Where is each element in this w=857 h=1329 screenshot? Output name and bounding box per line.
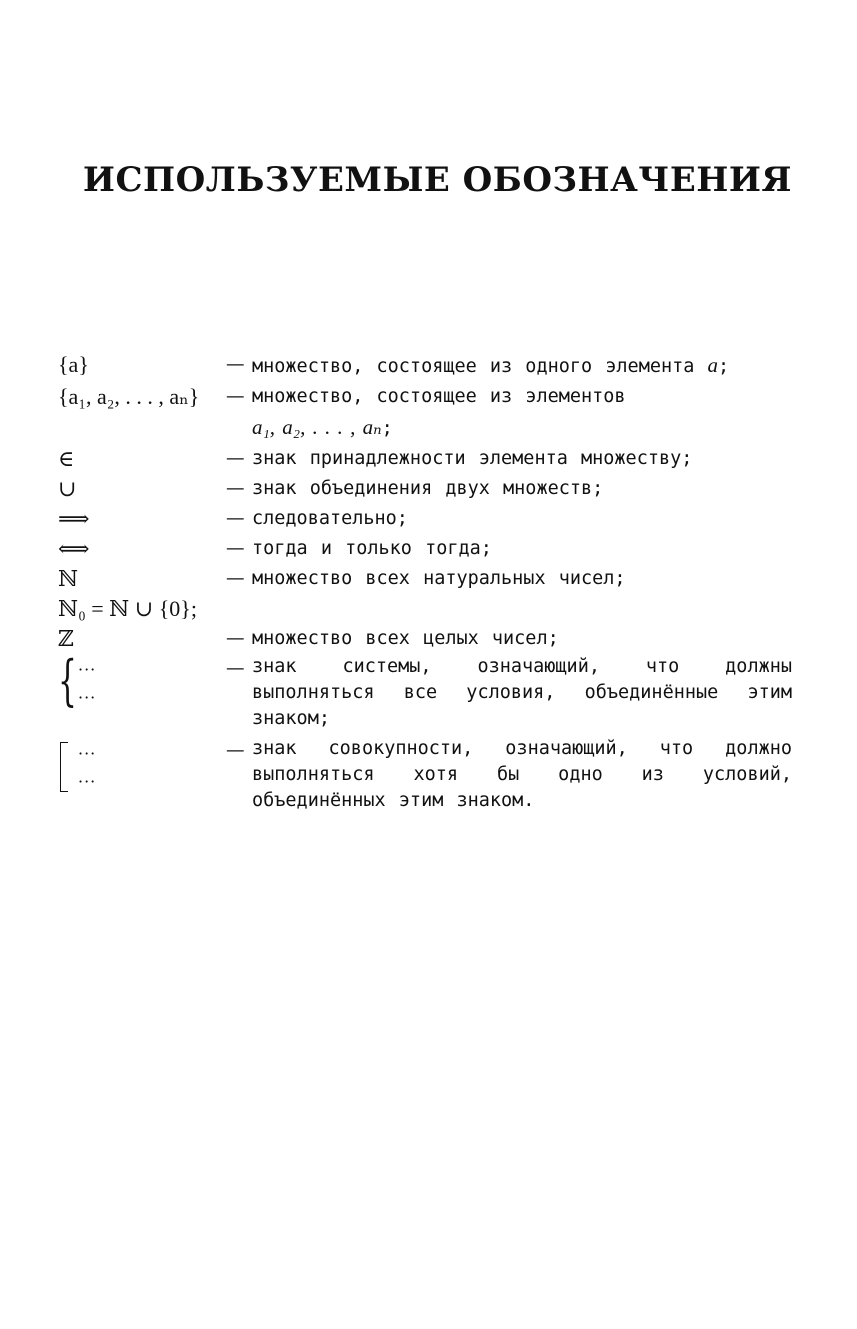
notation-description: знак объединения двух множеств; xyxy=(252,478,604,499)
notation-row-union xyxy=(58,474,792,504)
notation-row-integers xyxy=(58,624,792,654)
description-math: a xyxy=(707,353,719,377)
notation-dash: — xyxy=(226,386,245,407)
notation-description: множество всех целых чисел; xyxy=(252,628,559,649)
notation-symbol: ℕ xyxy=(58,566,79,591)
notation-dash: — xyxy=(226,658,245,679)
notation-description: знак совокупности, означающий, что должно выполняться хотя бы одно из условий, объединённых этим знаком. xyxy=(252,738,792,811)
notation-row-iff xyxy=(58,534,792,564)
notation-row-system xyxy=(58,649,792,732)
notation-dash: — xyxy=(226,478,245,499)
notation-row-naturals xyxy=(58,564,792,594)
page-title: ИСПОЛЬЗУЕМЫЕ ОБОЗНАЧЕНИЯ xyxy=(82,160,792,200)
notation-description: знак принадлежности элемента множеству; xyxy=(252,448,693,469)
notation-description xyxy=(252,382,792,444)
notation-description: следовательно; xyxy=(252,508,408,529)
curly-brace-icon: { xyxy=(58,649,77,712)
dots-top: ··· xyxy=(78,660,97,679)
notation-description: множество всех натуральных чисел; xyxy=(252,568,626,589)
notation-dash: — xyxy=(226,354,245,375)
notation-symbol: ∪ xyxy=(58,476,77,501)
notation-symbol: ℤ xyxy=(58,626,75,651)
dots-top: ··· xyxy=(78,744,97,763)
notation-description xyxy=(252,350,792,382)
notation-description: знак системы, означающий, что должны выполняться все условия, объединённые этим знаком; xyxy=(252,656,792,729)
notation-row-naturals-zero xyxy=(58,594,792,624)
notation-dash: — xyxy=(226,628,245,649)
notation-row-set-single xyxy=(58,350,792,382)
description-end: ; xyxy=(718,356,730,377)
notation-dash: — xyxy=(226,568,245,589)
square-bracket-icon xyxy=(60,742,68,792)
notation-dash: — xyxy=(226,508,245,529)
notation-row-set-multiple xyxy=(58,382,792,444)
notation-symbol: ∈ xyxy=(58,446,75,471)
notation-symbol: {a₁, a₂, . . . , aₙ} xyxy=(58,384,200,409)
notation-symbol: ⟹ xyxy=(58,506,90,531)
notation-symbol: {a} xyxy=(58,352,89,377)
notation-symbol: ℕ₀ = ℕ ∪ {0}; xyxy=(58,596,197,621)
notation-dash: — xyxy=(226,740,245,761)
notation-dash: — xyxy=(226,448,245,469)
notation-row-collection xyxy=(58,736,792,814)
collection-bracket-symbol xyxy=(58,736,226,796)
notation-description: тогда и только тогда; xyxy=(252,538,492,559)
dots-bottom: ··· xyxy=(78,772,97,791)
description-text: множество, состоящее из элементов xyxy=(252,386,626,407)
description-math: a₁, a₂, . . . , aₙ xyxy=(252,415,382,439)
description-text: множество, состоящее из одного элемента xyxy=(252,356,708,377)
description-end: ; xyxy=(381,418,393,439)
notation-list xyxy=(58,350,792,814)
notation-symbol: ⟺ xyxy=(58,536,90,561)
notation-row-element-of xyxy=(58,444,792,474)
system-brace-symbol xyxy=(58,649,226,714)
dots-bottom: ··· xyxy=(78,688,97,707)
notation-dash: — xyxy=(226,538,245,559)
notation-row-implies xyxy=(58,504,792,534)
